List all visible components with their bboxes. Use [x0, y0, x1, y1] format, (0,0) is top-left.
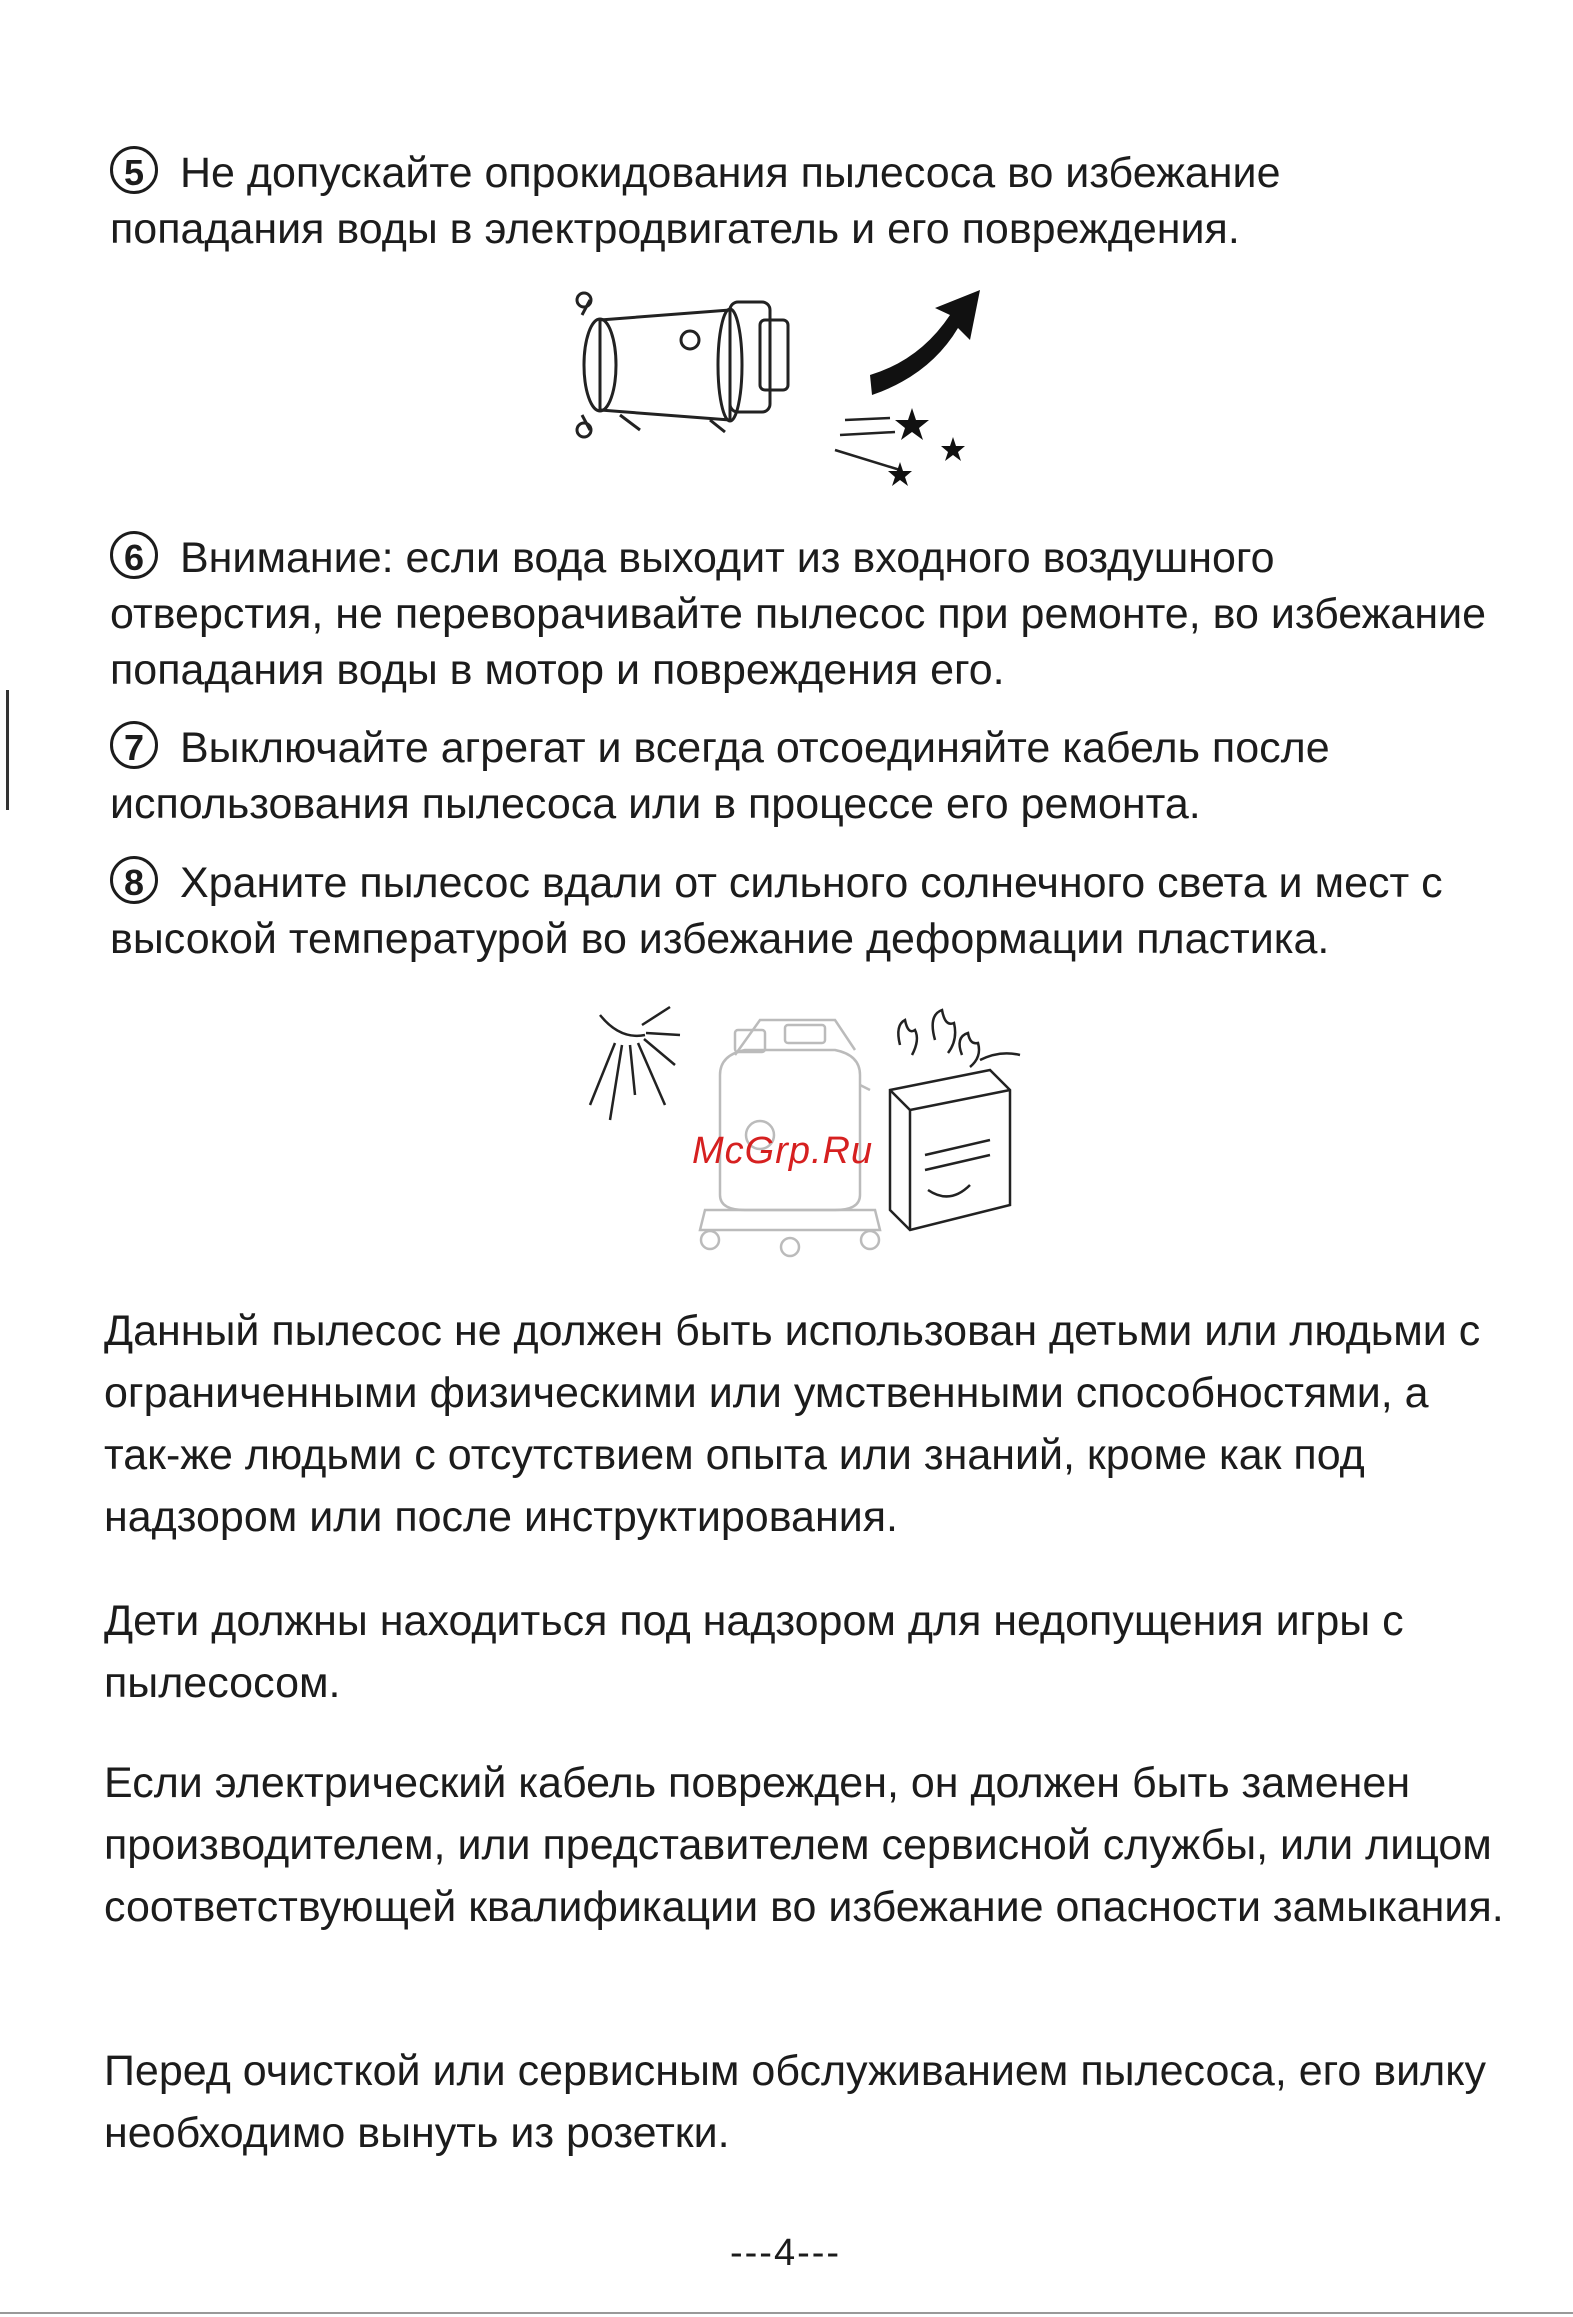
item-number-badge: 5: [110, 146, 158, 194]
page-number: ---4---: [730, 2232, 842, 2274]
instruction-item-6: [110, 530, 1490, 698]
item-text: Внимание: если вода выходит из входного воздушного отверстия, не переворачивайте пылесос при ремонте, во избежание попадания воды в мотор и повреждения его.: [110, 534, 1487, 694]
warning-paragraph-1: Данный пылесос не должен быть использован детьми или людьми с ограниченными физическими или умственными способностями, а так-же людьми с отсутствием опыта или знаний, кроме как под надзором или после инструктирования.: [104, 1307, 1481, 1541]
scan-edge-mark: [6, 690, 9, 810]
tipped-vacuum-illustration: [560, 280, 1000, 510]
warning-paragraph-4: Перед очисткой или сервисным обслуживанием пылесоса, его вилку необходимо вынуть из розетки.: [104, 2047, 1486, 2157]
warning-paragraph-2: Дети должны находиться под надзором для недопущения игры с пылесосом.: [104, 1597, 1404, 1707]
instruction-item-5: [110, 145, 1490, 257]
item-number-badge: 7: [110, 721, 158, 769]
item-number-badge: 6: [110, 531, 158, 579]
instruction-item-7: [110, 720, 1490, 832]
item-text: Выключайте агрегат и всегда отсоединяйте кабель после использования пылесоса или в процессе его ремонта.: [110, 724, 1330, 828]
watermark-text: McGrp.Ru: [692, 1130, 874, 1172]
bottom-divider: [0, 2312, 1573, 2314]
item-number-badge: 8: [110, 856, 158, 904]
item-text: Не допускайте опрокидования пылесоса во избежание попадания воды в электродвигатель и его повреждения.: [110, 149, 1281, 253]
item-text: Храните пылесос вдали от сильного солнечного света и мест с высокой температурой во избежание деформации пластика.: [110, 859, 1443, 963]
instruction-item-8: [110, 855, 1490, 967]
warning-paragraph-3: Если электрический кабель поврежден, он должен быть заменен производителем, или представителем сервисной службы, или лицом соответствующей квалификации во избежание опасности замыкания.: [104, 1759, 1504, 1931]
